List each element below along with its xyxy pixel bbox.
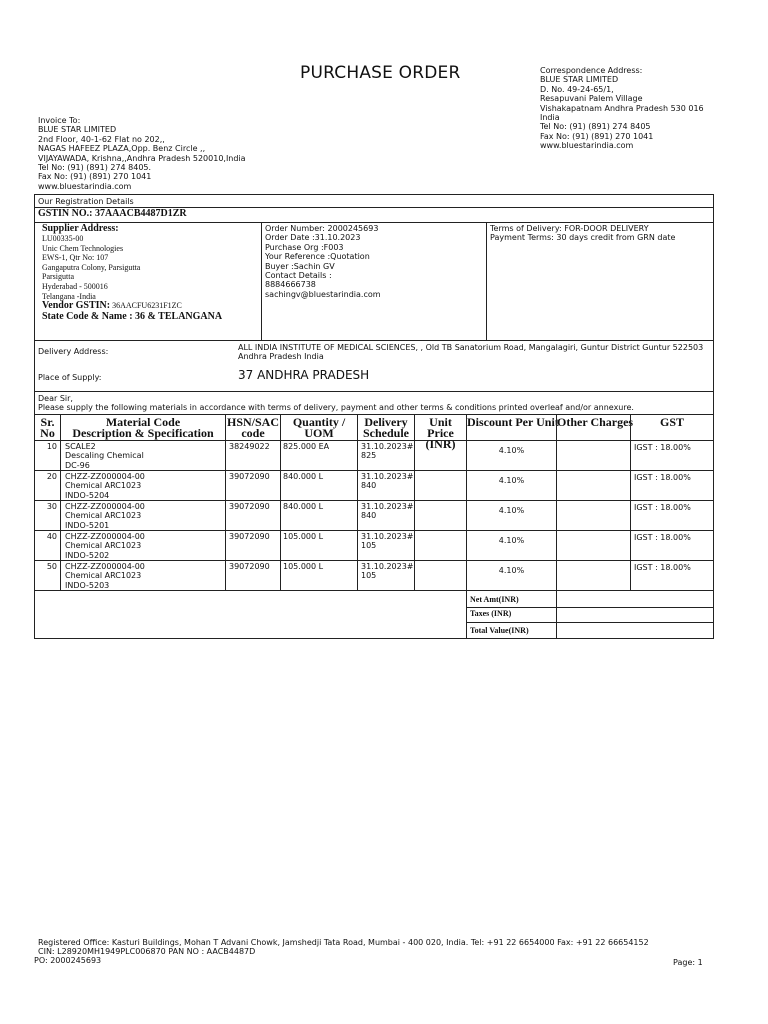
footer-cin: CIN: L28920MH1949PLC006870 PAN NO : AACB4487D [38, 947, 256, 956]
row-schedule: 31.10.2023# 105 [361, 562, 414, 581]
row-sr: 10 [46, 442, 57, 451]
row-discount: 4.10% [498, 536, 525, 545]
correspondence-line: India [540, 113, 560, 123]
correspondence-line: D. No. 49-24-65/1, [540, 84, 614, 94]
delivery-address-label: Delivery Address: [38, 347, 109, 356]
invoice-line: NAGAS HAFEEZ PLAZA,Opp. Benz Circle ,, [38, 144, 206, 154]
your-reference: Your Reference :Quotation [265, 252, 370, 262]
letter-text: Please supply the following materials in accordance with terms of delivery, payment and other terms & conditions printed overleaf and/or annexure. [38, 403, 634, 412]
invoice-line: VIJAYAWADA, Krishna,,Andhra Pradesh 520010,India [38, 153, 246, 163]
row-description: CHZZ-ZZ000004-00 Chemical ARC1023 INDO-5204 [65, 472, 145, 500]
row-gst: IGST : 18.00% [634, 533, 691, 542]
supplier-address [42, 223, 222, 322]
invoice-line: Tel No: (91) (891) 274 8405. [38, 163, 152, 173]
supplier-line: LU00335-00 [42, 234, 84, 243]
buyer: Buyer :Sachin GV [265, 261, 335, 271]
row-schedule: 31.10.2023# 105 [361, 532, 414, 551]
supplier-line: Hyderabad - 500016 [42, 281, 108, 291]
delivery-address-line: Andhra Pradesh India [238, 352, 324, 361]
row-discount: 4.10% [498, 506, 525, 515]
row-gst: IGST : 18.00% [634, 503, 691, 512]
terms-of-delivery: Terms of Delivery: FOR-DOOR DELIVERY [490, 224, 649, 233]
row-schedule: 31.10.2023# 840 [361, 472, 414, 491]
supplier-heading: Supplier Address: [42, 223, 119, 234]
footer-registered-office: Registered Office: Kasturi Buildings, Mohan T Advani Chowk, Jamshedji Tata Road, Mumbai - 400 020, India. Tel: +91 22 6654000 Fax: +91 22 66654152 [38, 938, 649, 947]
correspondence-website-link[interactable]: www.bluestarindia.com [540, 141, 634, 151]
row-quantity: 105.000 L [283, 532, 324, 541]
purchase-org: Purchase Org :F003 [265, 242, 344, 252]
contact-email-link[interactable]: sachingv@bluestarindia.com [265, 289, 381, 299]
contact-phone: 8884666738 [265, 280, 316, 290]
letter-greeting: Dear Sir, [38, 394, 73, 403]
row-hsn: 39072090 [229, 532, 270, 541]
page-title: PURCHASE ORDER [300, 63, 461, 83]
row-description: CHZZ-ZZ000004-00 Chemical ARC1023 INDO-5201 [65, 502, 145, 530]
header-unit-price: Unit Price (INR) [425, 415, 456, 451]
header-discount: Discount Per Unit [467, 415, 559, 429]
invoice-line: BLUE STAR LIMITED [38, 125, 117, 135]
order-number: Order Number: 2000245693 [265, 224, 379, 233]
row-description: CHZZ-ZZ000004-00 Chemical ARC1023 INDO-5203 [65, 562, 145, 590]
row-description: SCALE2 Descaling Chemical DC-96 [65, 442, 144, 470]
header-gst: GST [659, 415, 684, 429]
header-delivery: Delivery Schedule [362, 415, 409, 440]
row-hsn: 38249022 [229, 442, 270, 451]
supplier-line: Unic Chem Technologies [42, 243, 124, 253]
footer-po-number: PO: 2000245693 [34, 956, 102, 965]
correspondence-line: Fax No: (91) (891) 270 1041 [540, 131, 654, 141]
invoice-line: Fax No: (91) (891) 270 1041 [38, 172, 152, 182]
taxes-label: Taxes (INR) [470, 609, 512, 618]
row-discount: 4.10% [498, 476, 525, 485]
state-code: State Code & Name : 36 & TELANGANA [42, 311, 223, 323]
row-hsn: 39072090 [229, 472, 270, 481]
place-of-supply-label: Place of Supply: [38, 373, 102, 382]
contact-details-label: Contact Details : [265, 271, 332, 281]
row-discount: 4.10% [498, 446, 525, 455]
row-quantity: 840.000 L [283, 472, 324, 481]
supplier-line: Gangaputra Colony, Parsigutta [42, 262, 141, 272]
supplier-line: EWS-1, Qtr No: 107 [42, 253, 109, 263]
invoice-line: 2nd Floor, 40-1-62 Flat no 202,, [38, 134, 165, 144]
total-value-label: Total Value(INR) [470, 626, 529, 635]
payment-terms: Payment Terms: 30 days credit from GRN date [490, 233, 676, 243]
delivery-address-line: ALL INDIA INSTITUTE OF MEDICAL SCIENCES, , Old TB Sanatorium Road, Mangalagiri, Guntur District Guntur 522503 [238, 343, 704, 352]
header-sr-no: Sr. No [40, 415, 55, 440]
row-hsn: 39072090 [229, 502, 270, 511]
row-hsn: 39072090 [229, 562, 270, 571]
header-material: Material Code Description & Specification [72, 415, 214, 440]
order-details [265, 224, 381, 299]
header-other-charges: Other Charges [557, 415, 634, 429]
vendor-gstin-value: 36AACFU6231F1ZC [110, 301, 182, 311]
supplier-line: Telangana -India [42, 291, 96, 301]
invoice-line: Invoice To: [38, 116, 81, 125]
correspondence-line: Resapuvani Palem Village [540, 94, 643, 104]
row-sr: 50 [46, 562, 57, 571]
row-discount: 4.10% [498, 566, 525, 575]
row-sr: 30 [46, 502, 57, 511]
supplier-line: Parsigutta [42, 272, 74, 282]
invoice-website-link[interactable]: www.bluestarindia.com [38, 181, 132, 191]
header-hsn: HSN/SAC code [226, 415, 279, 440]
row-quantity: 840.000 L [283, 502, 324, 511]
page-number: Page: 1 [673, 958, 703, 967]
delivery-terms [490, 224, 675, 243]
row-description: CHZZ-ZZ000004-00 Chemical ARC1023 INDO-5202 [65, 532, 145, 560]
invoice-to-address [38, 116, 246, 191]
correspondence-line: Vishakapatnam Andhra Pradesh 530 016 [540, 103, 704, 113]
gstin-number: GSTIN NO.: 37AAACB4487D1ZR [38, 208, 187, 219]
row-gst: IGST : 18.00% [634, 563, 691, 572]
net-amount-label: Net Amt(INR) [470, 595, 519, 604]
row-gst: IGST : 18.00% [634, 473, 691, 482]
row-quantity: 105.000 L [283, 562, 324, 571]
correspondence-address [540, 66, 704, 151]
vendor-gstin [42, 301, 222, 311]
correspondence-line: Tel No: (91) (891) 274 8405 [540, 122, 651, 132]
correspondence-line: BLUE STAR LIMITED [540, 75, 619, 85]
header-quantity: Quantity / UOM [292, 415, 346, 440]
registration-label: Our Registration Details [38, 197, 134, 206]
row-sr: 40 [46, 532, 57, 541]
place-of-supply-value: 37 ANDHRA PRADESH [238, 368, 370, 382]
row-sr: 20 [46, 472, 57, 481]
row-schedule: 31.10.2023# 840 [361, 502, 414, 521]
row-quantity: 825.000 EA [283, 442, 330, 451]
row-gst: IGST : 18.00% [634, 443, 691, 452]
vendor-gstin-label: Vendor GSTIN: [42, 300, 111, 312]
row-schedule: 31.10.2023# 825 [361, 442, 414, 461]
order-date: Order Date :31.10.2023 [265, 233, 361, 243]
correspondence-line: Correspondence Address: [540, 66, 643, 75]
